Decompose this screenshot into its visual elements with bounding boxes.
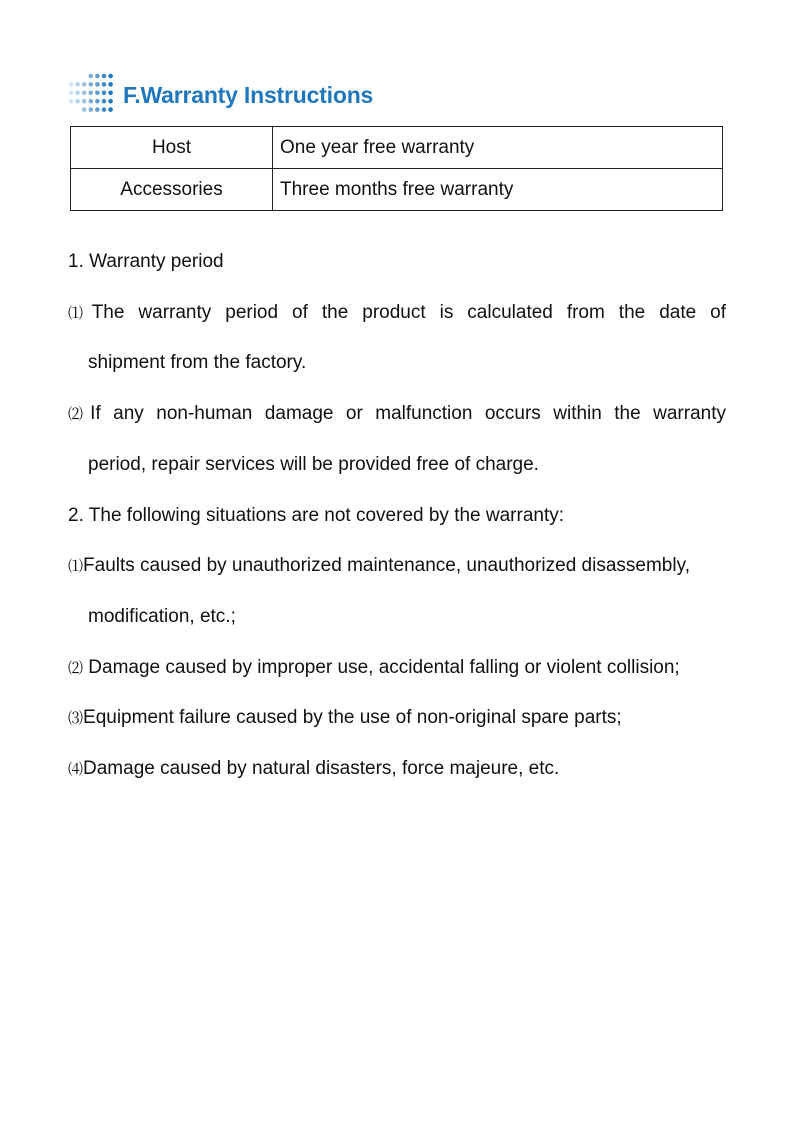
list-item: [68, 554, 690, 578]
item-text: The warranty period of the product is calculated from the date of: [91, 302, 726, 323]
table-cell-item: Host: [71, 127, 273, 169]
item-text-continued: modification, etc.;: [88, 606, 236, 627]
item-text: Damage caused by improper use, accidental falling or violent collision;: [83, 657, 680, 678]
page-title: F.Warranty Instructions: [123, 82, 374, 108]
table-cell-warranty: One year free warranty: [273, 127, 723, 169]
item-text: Equipment failure caused by the use of non-original spare parts;: [83, 707, 622, 728]
item-text: Damage caused by natural disasters, force majeure, etc.: [83, 758, 560, 779]
table-row: [71, 169, 723, 211]
list-item: [68, 402, 726, 426]
list-item: [68, 706, 622, 730]
table-cell-item: Accessories: [71, 169, 273, 211]
item-text: If any non-human damage or malfunction occurs within the warranty: [90, 403, 726, 424]
list-item: [68, 656, 680, 680]
item-number: ⑵: [68, 659, 84, 677]
item-text-continued: period, repair services will be provided free of charge.: [88, 454, 539, 475]
section-header: [68, 73, 468, 113]
item-text-continued: shipment from the factory.: [88, 352, 307, 373]
item-text: Faults caused by unauthorized maintenance, unauthorized disassembly,: [83, 555, 690, 576]
item-number: ⑶: [68, 709, 84, 727]
table-cell-warranty: Three months free warranty: [273, 169, 723, 211]
item-number: ⑷: [68, 760, 84, 778]
item-number: ⑵: [68, 405, 91, 423]
item-number: ⑴: [68, 557, 84, 575]
list-item: [68, 301, 726, 325]
blue-dot-grid-icon: [68, 73, 116, 113]
item-number: ⑴: [68, 304, 92, 322]
section-heading: 2. The following situations are not covered by the warranty:: [68, 505, 565, 526]
section-heading: 1. Warranty period: [68, 251, 224, 272]
list-item: [68, 757, 559, 781]
warranty-table: [70, 126, 723, 211]
table-row: [71, 127, 723, 169]
